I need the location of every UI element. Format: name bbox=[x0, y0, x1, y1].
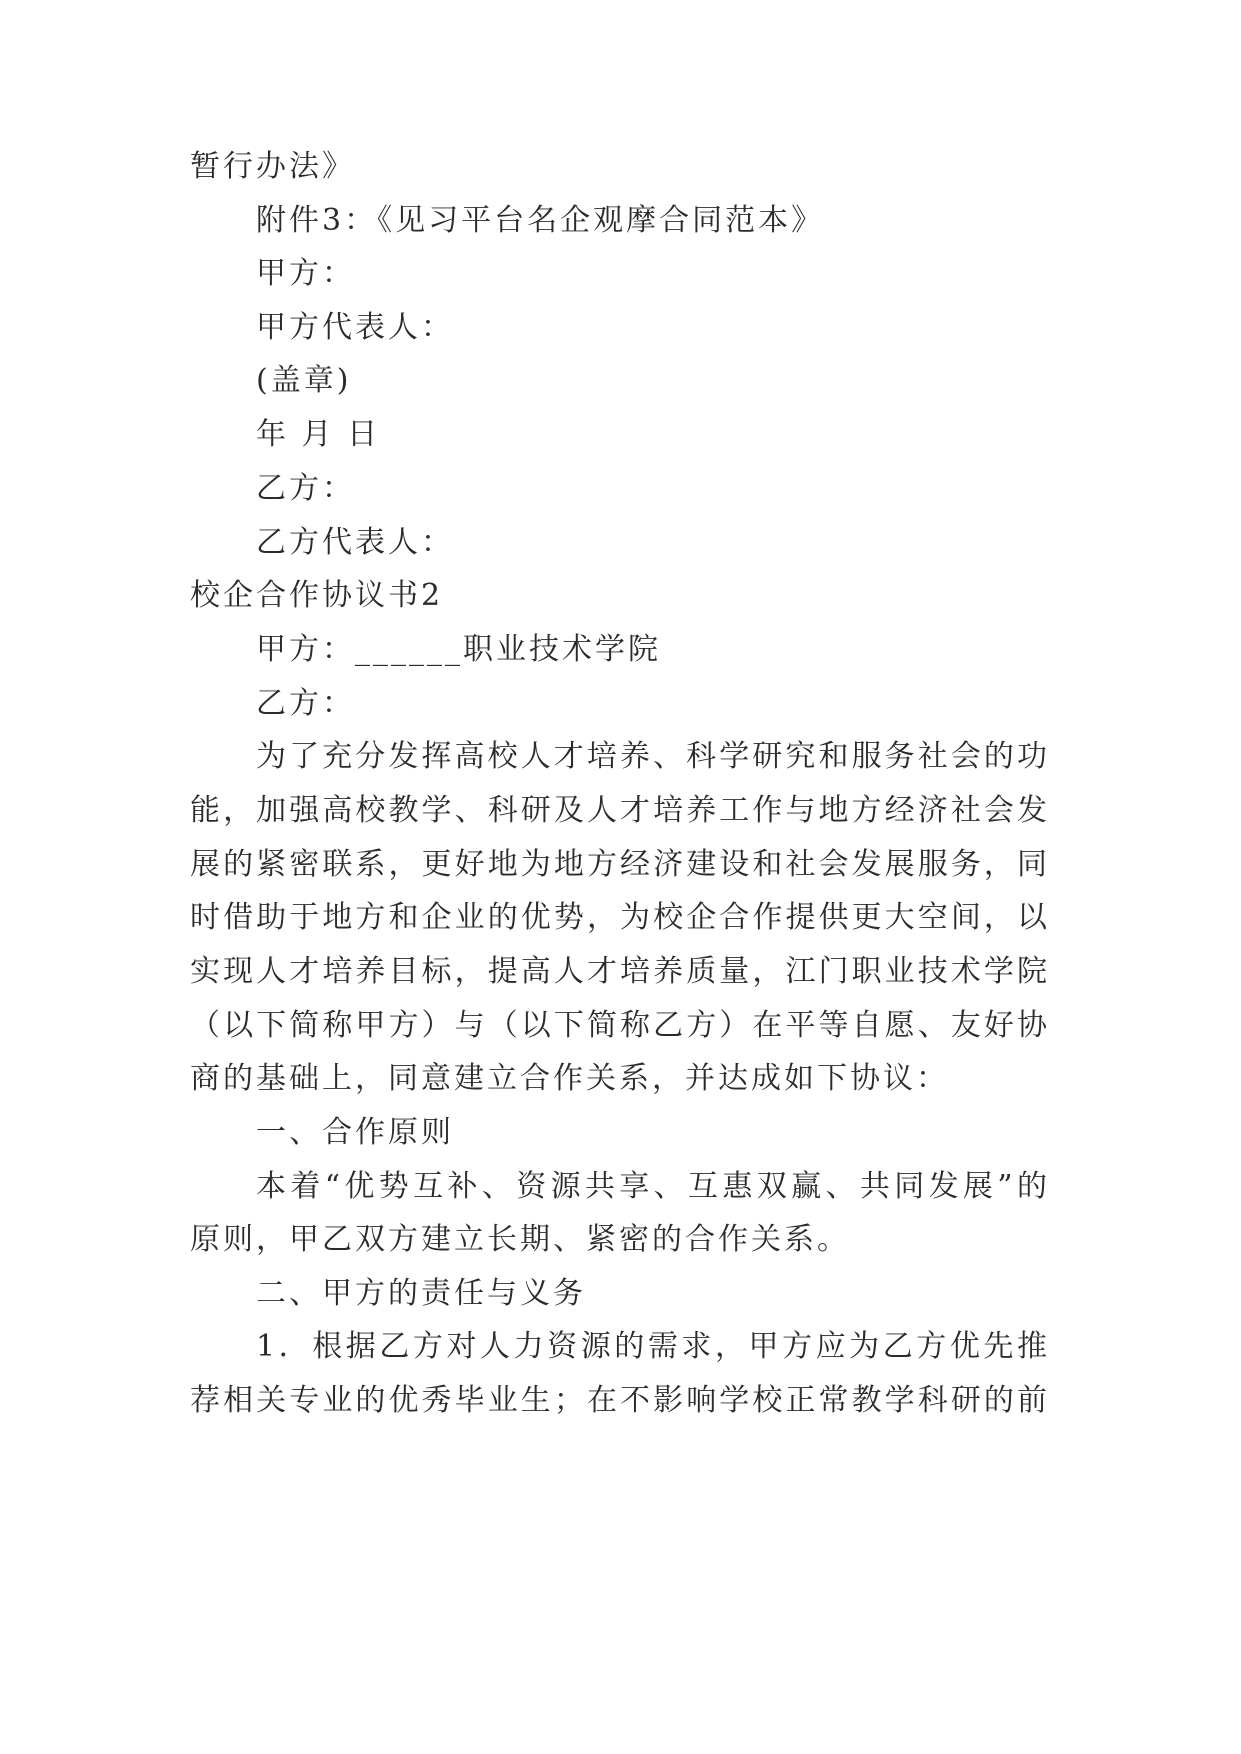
agreement-title: 校企合作协议书2 bbox=[190, 578, 444, 613]
section-heading: 一、合作原则 bbox=[256, 1115, 454, 1150]
party-b-representative-label: 乙方代表人： bbox=[256, 525, 454, 560]
party-b-label: 乙方： bbox=[256, 471, 355, 506]
party-a-name: 甲方：______职业技术学院 bbox=[256, 632, 661, 667]
paragraph-line: 商的基础上，同意建立合作关系，并达成如下协议： bbox=[190, 1061, 949, 1096]
paragraph-line: 原则，甲乙双方建立长期、紧密的合作关系。 bbox=[190, 1222, 850, 1257]
party-a-label: 甲方： bbox=[256, 256, 355, 291]
paragraph-line: 展的紧密联系，更好地为地方经济建设和社会发展服务，同 bbox=[190, 847, 1050, 882]
paragraph-line: （以下简称甲方）与（以下简称乙方）在平等自愿、友好协 bbox=[190, 1008, 1050, 1043]
paragraph-line: 能，加强高校教学、科研及人才培养工作与地方经济社会发 bbox=[190, 793, 1050, 828]
paragraph-line: 1．根据乙方对人力资源的需求，甲方应为乙方优先推 bbox=[256, 1329, 1050, 1364]
date-label: 年 月 日 bbox=[256, 417, 381, 452]
seal-label: (盖章) bbox=[256, 363, 352, 398]
paragraph-line: 本着“优势互补、资源共享、互惠双赢、共同发展”的 bbox=[256, 1169, 1050, 1204]
text-line: 暂行办法》 bbox=[190, 149, 355, 184]
paragraph-line: 为了充分发挥高校人才培养、科学研究和服务社会的功 bbox=[256, 739, 1050, 774]
party-b-name: 乙方： bbox=[256, 686, 355, 721]
paragraph-line: 荐相关专业的优秀毕业生；在不影响学校正常教学科研的前 bbox=[190, 1383, 1050, 1418]
paragraph-line: 时借助于地方和企业的优势，为校企合作提供更大空间，以 bbox=[190, 900, 1050, 935]
party-a-representative-label: 甲方代表人： bbox=[256, 310, 454, 345]
section-heading: 二、甲方的责任与义务 bbox=[256, 1276, 586, 1311]
attachment-title: 附件3：《见习平台名企观摩合同范本》 bbox=[256, 203, 825, 238]
paragraph-line: 实现人才培养目标，提高人才培养质量，江门职业技术学院 bbox=[190, 954, 1050, 989]
